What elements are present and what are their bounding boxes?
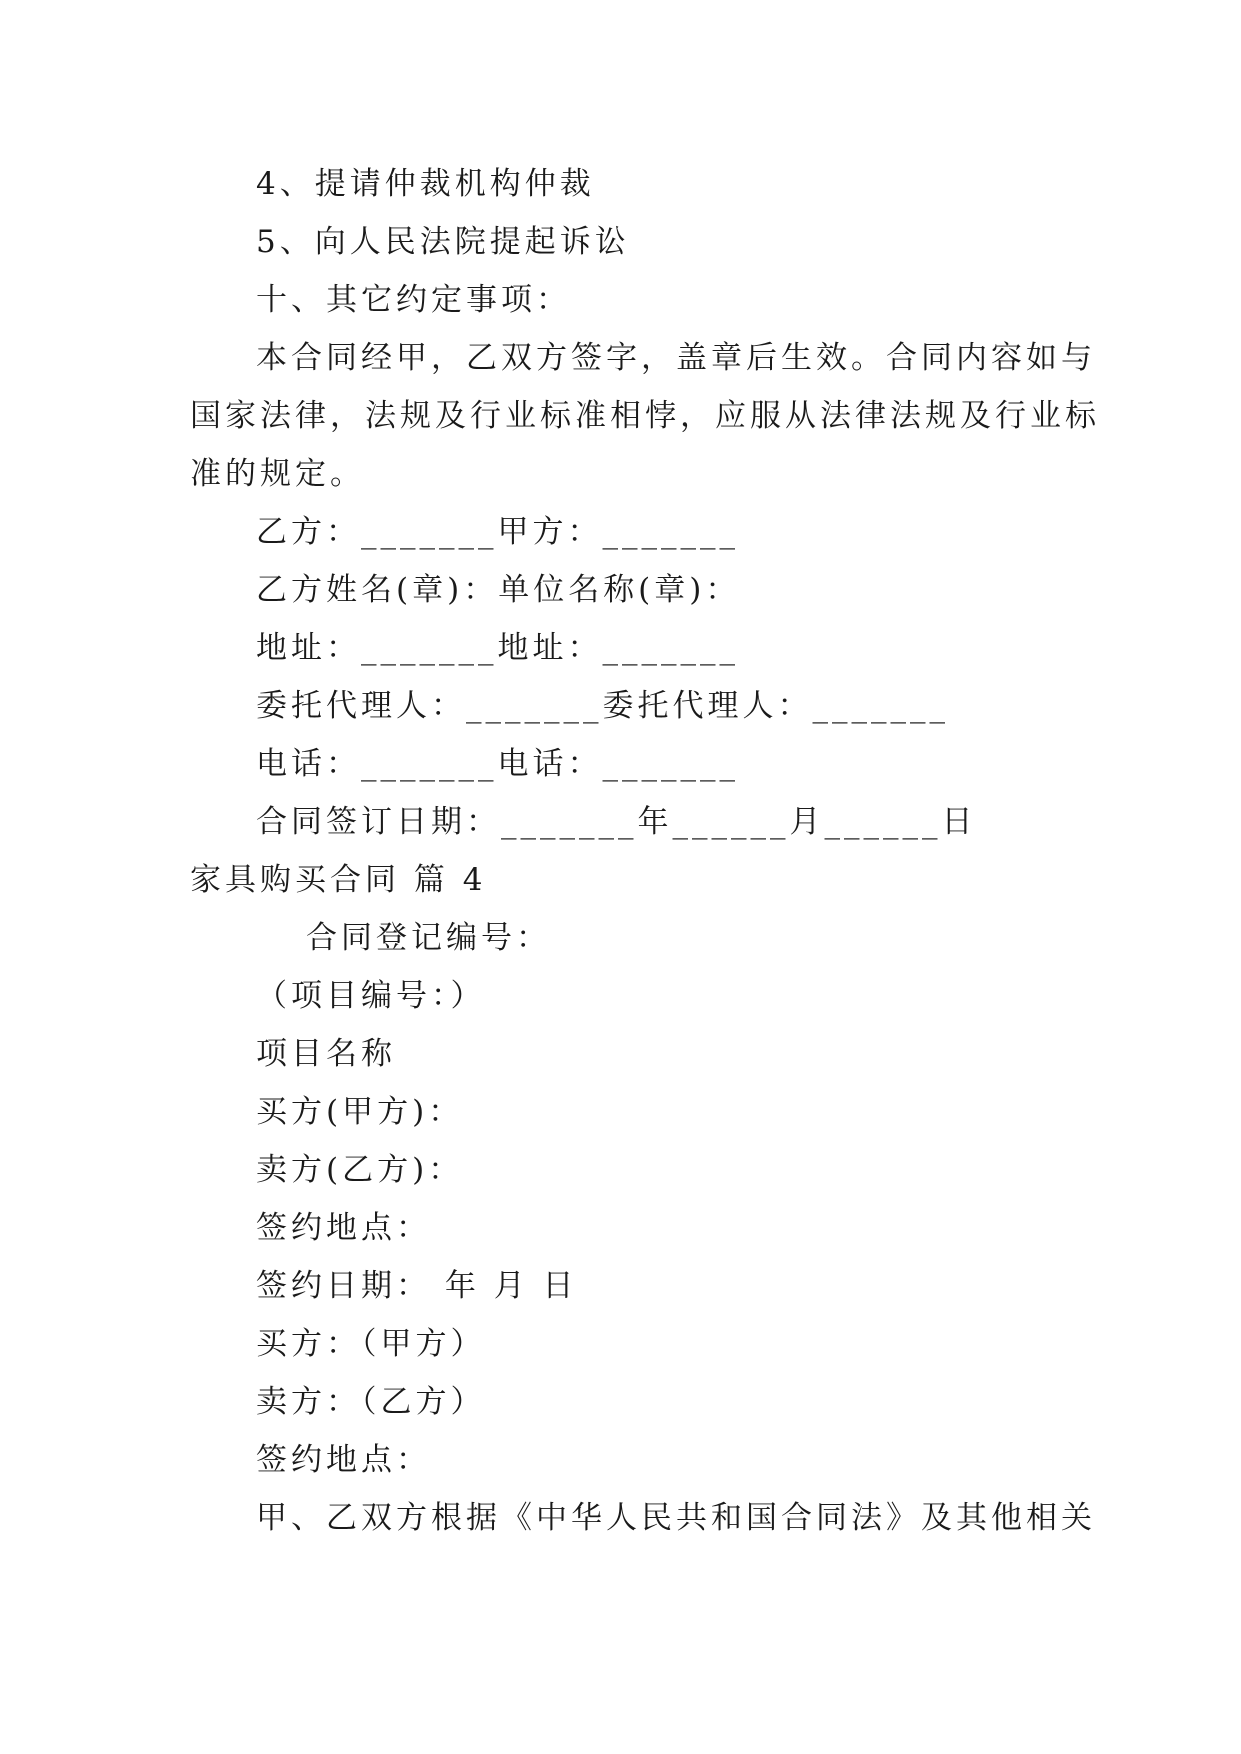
contract-registration-number: 合同登记编号： [306,920,551,956]
seller-line: 卖方：（乙方） [256,1384,486,1420]
signing-date: 签约日期： 年 月 日 [256,1268,578,1304]
paragraph-line: 准的规定。 [190,456,365,492]
buyer-line: 买方：（甲方） [256,1326,486,1362]
buyer-label: 买方(甲方)： [256,1094,464,1130]
signing-place: 签约地点： [256,1210,431,1246]
paragraph-line: 本合同经甲，乙双方签字，盖章后生效。合同内容如与 [256,340,1096,376]
paragraph-line: 国家法律，法规及行业标准相悖，应服从法律法规及行业标 [190,398,1100,434]
clause-line-litigation: 5、向人民法院提起诉讼 [256,224,630,260]
section-heading-other-matters: 十、其它约定事项： [256,282,571,318]
seller-label: 卖方(乙方)： [256,1152,464,1188]
signing-place-2: 签约地点： [256,1442,431,1478]
paragraph-line: 甲、乙双方根据《中华人民共和国合同法》及其他相关 [256,1500,1096,1536]
signature-line-names: 乙方姓名(章)：单位名称(章)： [256,572,741,608]
signature-line-agent: 委托代理人：_______委托代理人：_______ [256,688,949,724]
signature-line-address: 地址：_______地址：_______ [256,630,739,666]
signature-line-date: 合同签订日期：_______年______月______日 [256,804,977,840]
section-title: 家具购买合同 篇 4 [190,862,487,898]
signature-line-parties: 乙方：_______甲方：_______ [256,514,739,550]
clause-line-arbitration: 4、提请仲裁机构仲裁 [256,166,595,202]
project-number: （项目编号：） [256,978,486,1014]
project-name: 项目名称 [256,1036,396,1072]
signature-line-phone: 电话：_______电话：_______ [256,746,739,782]
